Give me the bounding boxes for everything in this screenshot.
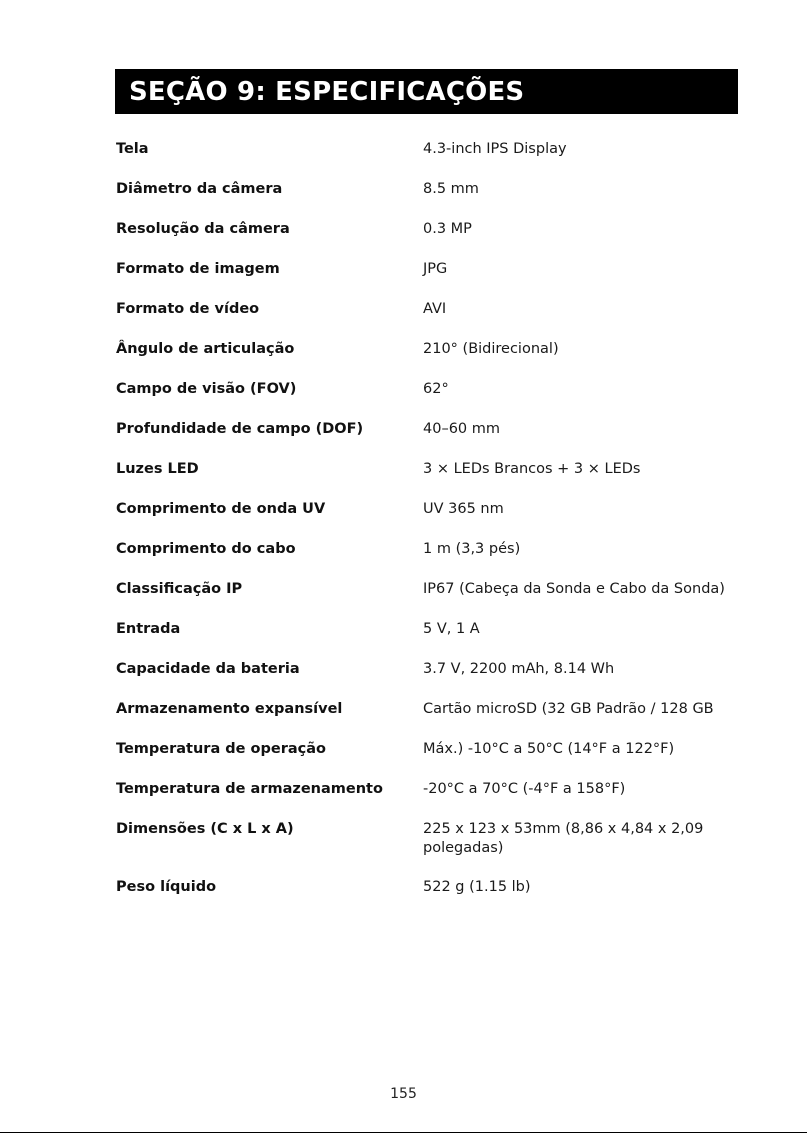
spec-value: 3 × LEDs Brancos + 3 × LEDs <box>423 461 641 477</box>
spec-label: Tela <box>116 141 149 157</box>
spec-value: AVI <box>423 301 447 317</box>
spec-value: IP67 (Cabeça da Sonda e Cabo da Sonda) <box>423 581 725 597</box>
spec-label: Profundidade de campo (DOF) <box>116 421 364 437</box>
spec-label: Dimensões (C x L x A) <box>116 821 294 837</box>
spec-value: JPG <box>423 261 448 277</box>
spec-label: Comprimento do cabo <box>116 541 296 557</box>
spec-value: 3.7 V, 2200 mAh, 8.14 Wh <box>423 661 615 677</box>
spec-label: Luzes LED <box>116 461 199 477</box>
spec-label: Resolução da câmera <box>116 221 290 237</box>
section-title: SEÇÃO 9: ESPECIFICAÇÕES <box>129 76 525 107</box>
spec-value: 1 m (3,3 pés) <box>423 541 521 557</box>
spec-label: Formato de vídeo <box>116 301 260 317</box>
spec-label: Peso líquido <box>116 879 217 895</box>
section-header <box>115 69 738 114</box>
spec-value: 40–60 mm <box>423 421 501 437</box>
spec-label: Armazenamento expansível <box>116 701 343 717</box>
spec-label: Diâmetro da câmera <box>116 181 283 197</box>
spec-value: 0.3 MP <box>423 221 472 237</box>
spec-value: 225 x 123 x 53mm (8,86 x 4,84 x 2,09 polegadas) <box>423 821 704 856</box>
spec-value: 522 g (1.15 lb) <box>423 879 531 895</box>
spec-label: Classificação IP <box>116 581 243 597</box>
spec-value: 4.3-inch IPS Display <box>423 141 567 157</box>
page-number: 155 <box>390 1086 417 1102</box>
spec-label: Entrada <box>116 621 181 637</box>
spec-value: 210° (Bidirecional) <box>423 341 559 357</box>
spec-value: Máx.) -10°C a 50°C (14°F a 122°F) <box>423 741 675 757</box>
spec-label: Comprimento de onda UV <box>116 501 326 517</box>
spec-label: Formato de imagem <box>116 261 280 277</box>
spec-value: Cartão microSD (32 GB Padrão / 128 GB <box>423 701 714 717</box>
spec-label: Temperatura de armazenamento <box>116 781 383 797</box>
spec-value: -20°C a 70°C (-4°F a 158°F) <box>423 781 626 797</box>
spec-value: UV 365 nm <box>423 501 504 517</box>
spec-value: 8.5 mm <box>423 181 479 197</box>
bottom-divider <box>0 1132 807 1133</box>
spec-value: 5 V, 1 A <box>423 621 480 637</box>
spec-label: Campo de visão (FOV) <box>116 381 297 397</box>
spec-label: Capacidade da bateria <box>116 661 300 677</box>
spec-label: Ângulo de articulação <box>116 341 295 357</box>
spec-value: 62° <box>423 381 449 397</box>
spec-label: Temperatura de operação <box>116 741 327 757</box>
